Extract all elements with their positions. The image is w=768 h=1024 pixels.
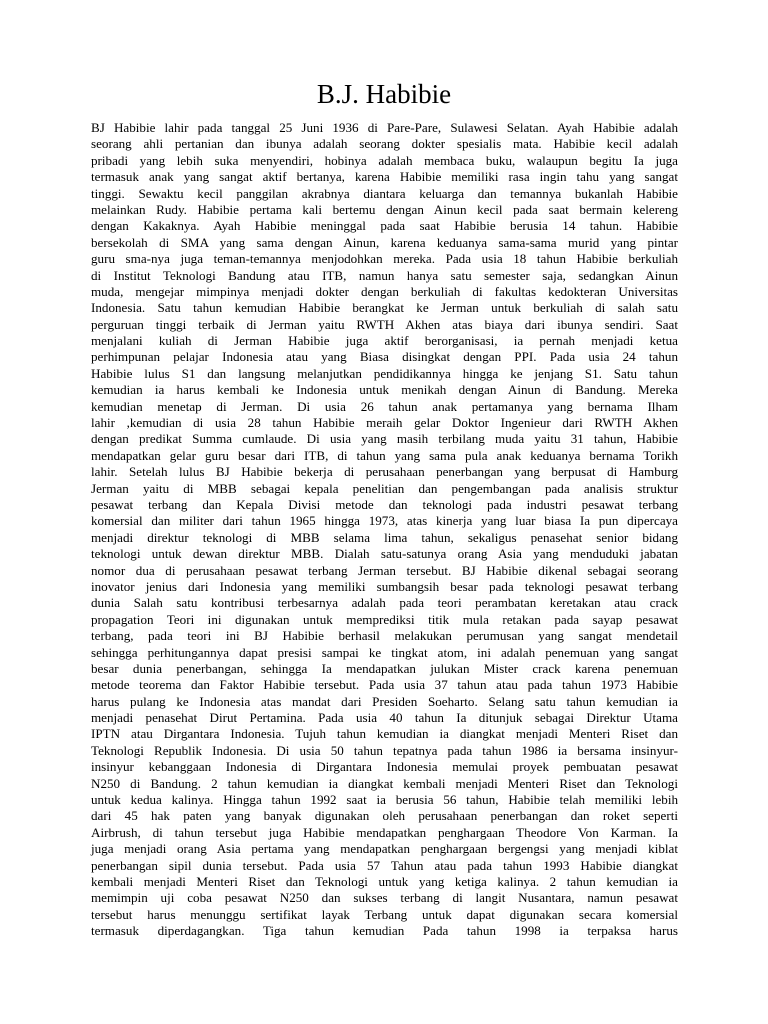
text-line: juga menjadi orang Asia pertama yang mendapatkan penghargaan bergengsi yang menjadi kiblat: [91, 841, 678, 857]
text-line: Habibie lulus S1 dan langsung melanjutkan pendidikannya hingga ke jenjang S1. Satu tahun: [91, 365, 678, 381]
text-line: Indonesia. Satu tahun kemudian Habibie berangkat ke Jerman untuk berkuliah di salah satu: [91, 300, 678, 316]
text-line: Airbrush, di tahun tersebut juga Habibie mendapatkan penghargaan Theodore Von Karman. Ia: [91, 824, 678, 840]
text-line: mendapatkan gelar guru besar dari ITB, di tahun yang sama pula anak keduanya bernama Torikh: [91, 447, 678, 463]
page-title: B.J. Habibie: [316, 79, 452, 109]
text-line: guru sma-nya juga teman-temannya menjodohkan mereka. Pada usia 18 tahun Habibie berkuliah: [91, 251, 678, 267]
text-line: BJ Habibie lahir pada tanggal 25 Juni 1936 di Pare-Pare, Sulawesi Selatan. Ayah Habibie adalah: [91, 120, 678, 135]
text-line: dari 45 hak paten yang banyak digunakan oleh perusahaan penerbangan dan roket seperti: [91, 808, 678, 824]
text-line: pesawat terbang dan Kepala Divisi metode dan teknologi pada industri pesawat terbang: [91, 496, 678, 512]
text-line: menjadi direktur teknologi di MBB selama lima tahun, sekaligus penasehat senior bidang: [91, 529, 678, 545]
text-line: kemudian menetap di Jerman. Di usia 26 tahun anak pertamanya yang bernama Ilham: [91, 398, 678, 414]
text-line: di Institut Teknologi Bandung atau ITB, namun hanya satu semester saja, sedangkan Ainun: [91, 267, 678, 283]
text-line: tersebut harus menunggu sertifikat layak Terbang untuk dapat digunakan secara komersial: [91, 906, 678, 922]
text-line: bersekolah di SMA yang sama dengan Ainun, karena keduanya sama-sama murid yang pintar: [91, 234, 678, 250]
text-line: melainkan Rudy. Habibie pertama kali bertemu dengan Ainun kecil pada saat bermain kelereng: [91, 201, 678, 217]
text-line: propagation Teori ini digunakan untuk memprediksi titik mula retakan pada sayap pesawat: [91, 611, 678, 627]
text-line: dengan predikat Summa cumlaude. Di usia yang masih terbilang muda yaitu 31 tahun, Habibie: [91, 431, 678, 447]
text-line: seorang ahli pertanian dan ibunya adalah seorang dokter spesialis mata. Habibie kecil adalah: [91, 136, 678, 152]
text-line: nomor dua di perusahaan pesawat terbang Jerman tersebut. BJ Habibie dikenal sebagai seorang: [91, 562, 678, 578]
text-line: kembali menjadi Menteri Riset dan Teknologi untuk yang ketiga kalinya. 2 tahun kemudian ia: [91, 873, 678, 889]
text-line: perhimpunan pelajar Indonesia atau yang Biasa disingkat dengan PPI. Pada usia 24 tahun: [91, 349, 678, 365]
text-line: untuk kedua kalinya. Hingga tahun 1992 saat ia berusia 56 tahun, Habibie telah memiliki lebih: [91, 792, 678, 808]
text-line: lahir. Setelah lulus BJ Habibie bekerja di perusahaan penerbangan yang berpusat di Hamburg: [91, 464, 678, 480]
text-line: Jerman yaitu di MBB sebagai kepala penelitian dan pengembangan pada analisis struktur: [91, 480, 678, 496]
text-line: menjadi penasehat Dirut Pertamina. Pada usia 40 tahun Ia ditunjuk sebagai Direktur Utama: [91, 710, 678, 726]
text-line: perguruan tinggi terbaik di Jerman yaitu RWTH Akhen atas biaya dari ibunya sendiri. Saat: [91, 316, 678, 332]
text-line: komersial dan militer dari tahun 1965 hingga 1973, atas kinerja yang luar biasa Ia pun dipercaya: [91, 513, 678, 529]
text-line: memimpin uji coba pesawat N250 dan sukses terbang di langit Nusantara, namun pesawat: [91, 890, 678, 906]
text-line: muda, mengejar mimpinya menjadi dokter dengan berkuliah di fakultas kedokteran Universitas: [91, 283, 678, 299]
text-line: teknologi untuk dewan direktur MBB. Dialah satu-satunya orang Asia yang menduduki jabatan: [91, 546, 678, 562]
text-line: besar dunia penerbangan, sehingga Ia mendapatkan julukan Mister crack karena penemuan: [91, 660, 678, 676]
text-line: pribadi yang lebih suka menyendiri, hobinya adalah membaca buku, walaupun begitu Ia juga: [91, 152, 678, 168]
text-line: dengan Kakaknya. Ayah Habibie meninggal pada saat Habibie berusia 14 tahun. Habibie: [91, 218, 678, 234]
text-line: penerbangan sipil dunia tersebut. Pada usia 57 Tahun atau pada tahun 1993 Habibie diangkat: [91, 857, 678, 873]
text-line: tinggi. Sewaktu kecil panggilan akrabnya diantara keluarga dan temannya bukanlah Habibie: [91, 185, 678, 201]
text-line: harus pulang ke Indonesia atas mandat dari Presiden Soeharto. Selang satu tahun kemudian ia: [91, 693, 678, 709]
text-line: termasuk diperdagangkan. Tiga tahun kemudian Pada tahun 1998 ia terpaksa harus: [91, 923, 678, 939]
text-line: termasuk anak yang sangat aktif bertanya, karena Habibie memiliki rasa ingin tahu yang sangat: [91, 169, 678, 185]
text-line: terbang, pada teori ini BJ Habibie berhasil melakukan perumusan yang sangat mendetail: [91, 628, 678, 644]
text-line: IPTN atau Dirgantara Indonesia. Tujuh tahun kemudian ia diangkat menjadi Menteri Riset dan: [91, 726, 678, 742]
text-line: menjalani kuliah di Jerman Habibie juga aktif berorganisasi, ia pernah menjadi ketua: [91, 333, 678, 349]
text-line: lahir ,kemudian di usia 28 tahun Habibie meraih gelar Doktor Ingenieur dari RWTH Akhen: [91, 415, 678, 431]
text-line: kemudian ia harus kembali ke Indonesia untuk menikah dengan Ainun di Bandung. Mereka: [91, 382, 678, 398]
text-line: N250 di Bandung. 2 tahun kemudian ia diangkat kembali menjadi Menteri Riset dan Teknologi: [91, 775, 678, 791]
text-line: inovator jenius dari Indonesia yang memiliki sumbangsih besar pada teknologi pesawat terbang: [91, 578, 678, 594]
text-line: dunia Salah satu kontribusi terbesarnya adalah pada teori perambatan keretakan atau crack: [91, 595, 678, 611]
text-line: Teknologi Republik Indonesia. Di usia 50 tahun tepatnya pada tahun 1986 ia bersama insinyur-: [91, 742, 678, 758]
text-line: metode teorema dan Faktor Habibie tersebut. Pada usia 37 tahun atau pada tahun 1973 Habibie: [91, 677, 678, 693]
body-paragraph: [91, 120, 678, 940]
text-line: insinyur kebanggaan Indonesia di Dirgantara Indonesia memulai proyek pembuatan pesawat: [91, 759, 678, 775]
text-line: sehingga perhitungannya dapat presisi sampai ke tingkat atom, ini adalah penemuan yang sangat: [91, 644, 678, 660]
